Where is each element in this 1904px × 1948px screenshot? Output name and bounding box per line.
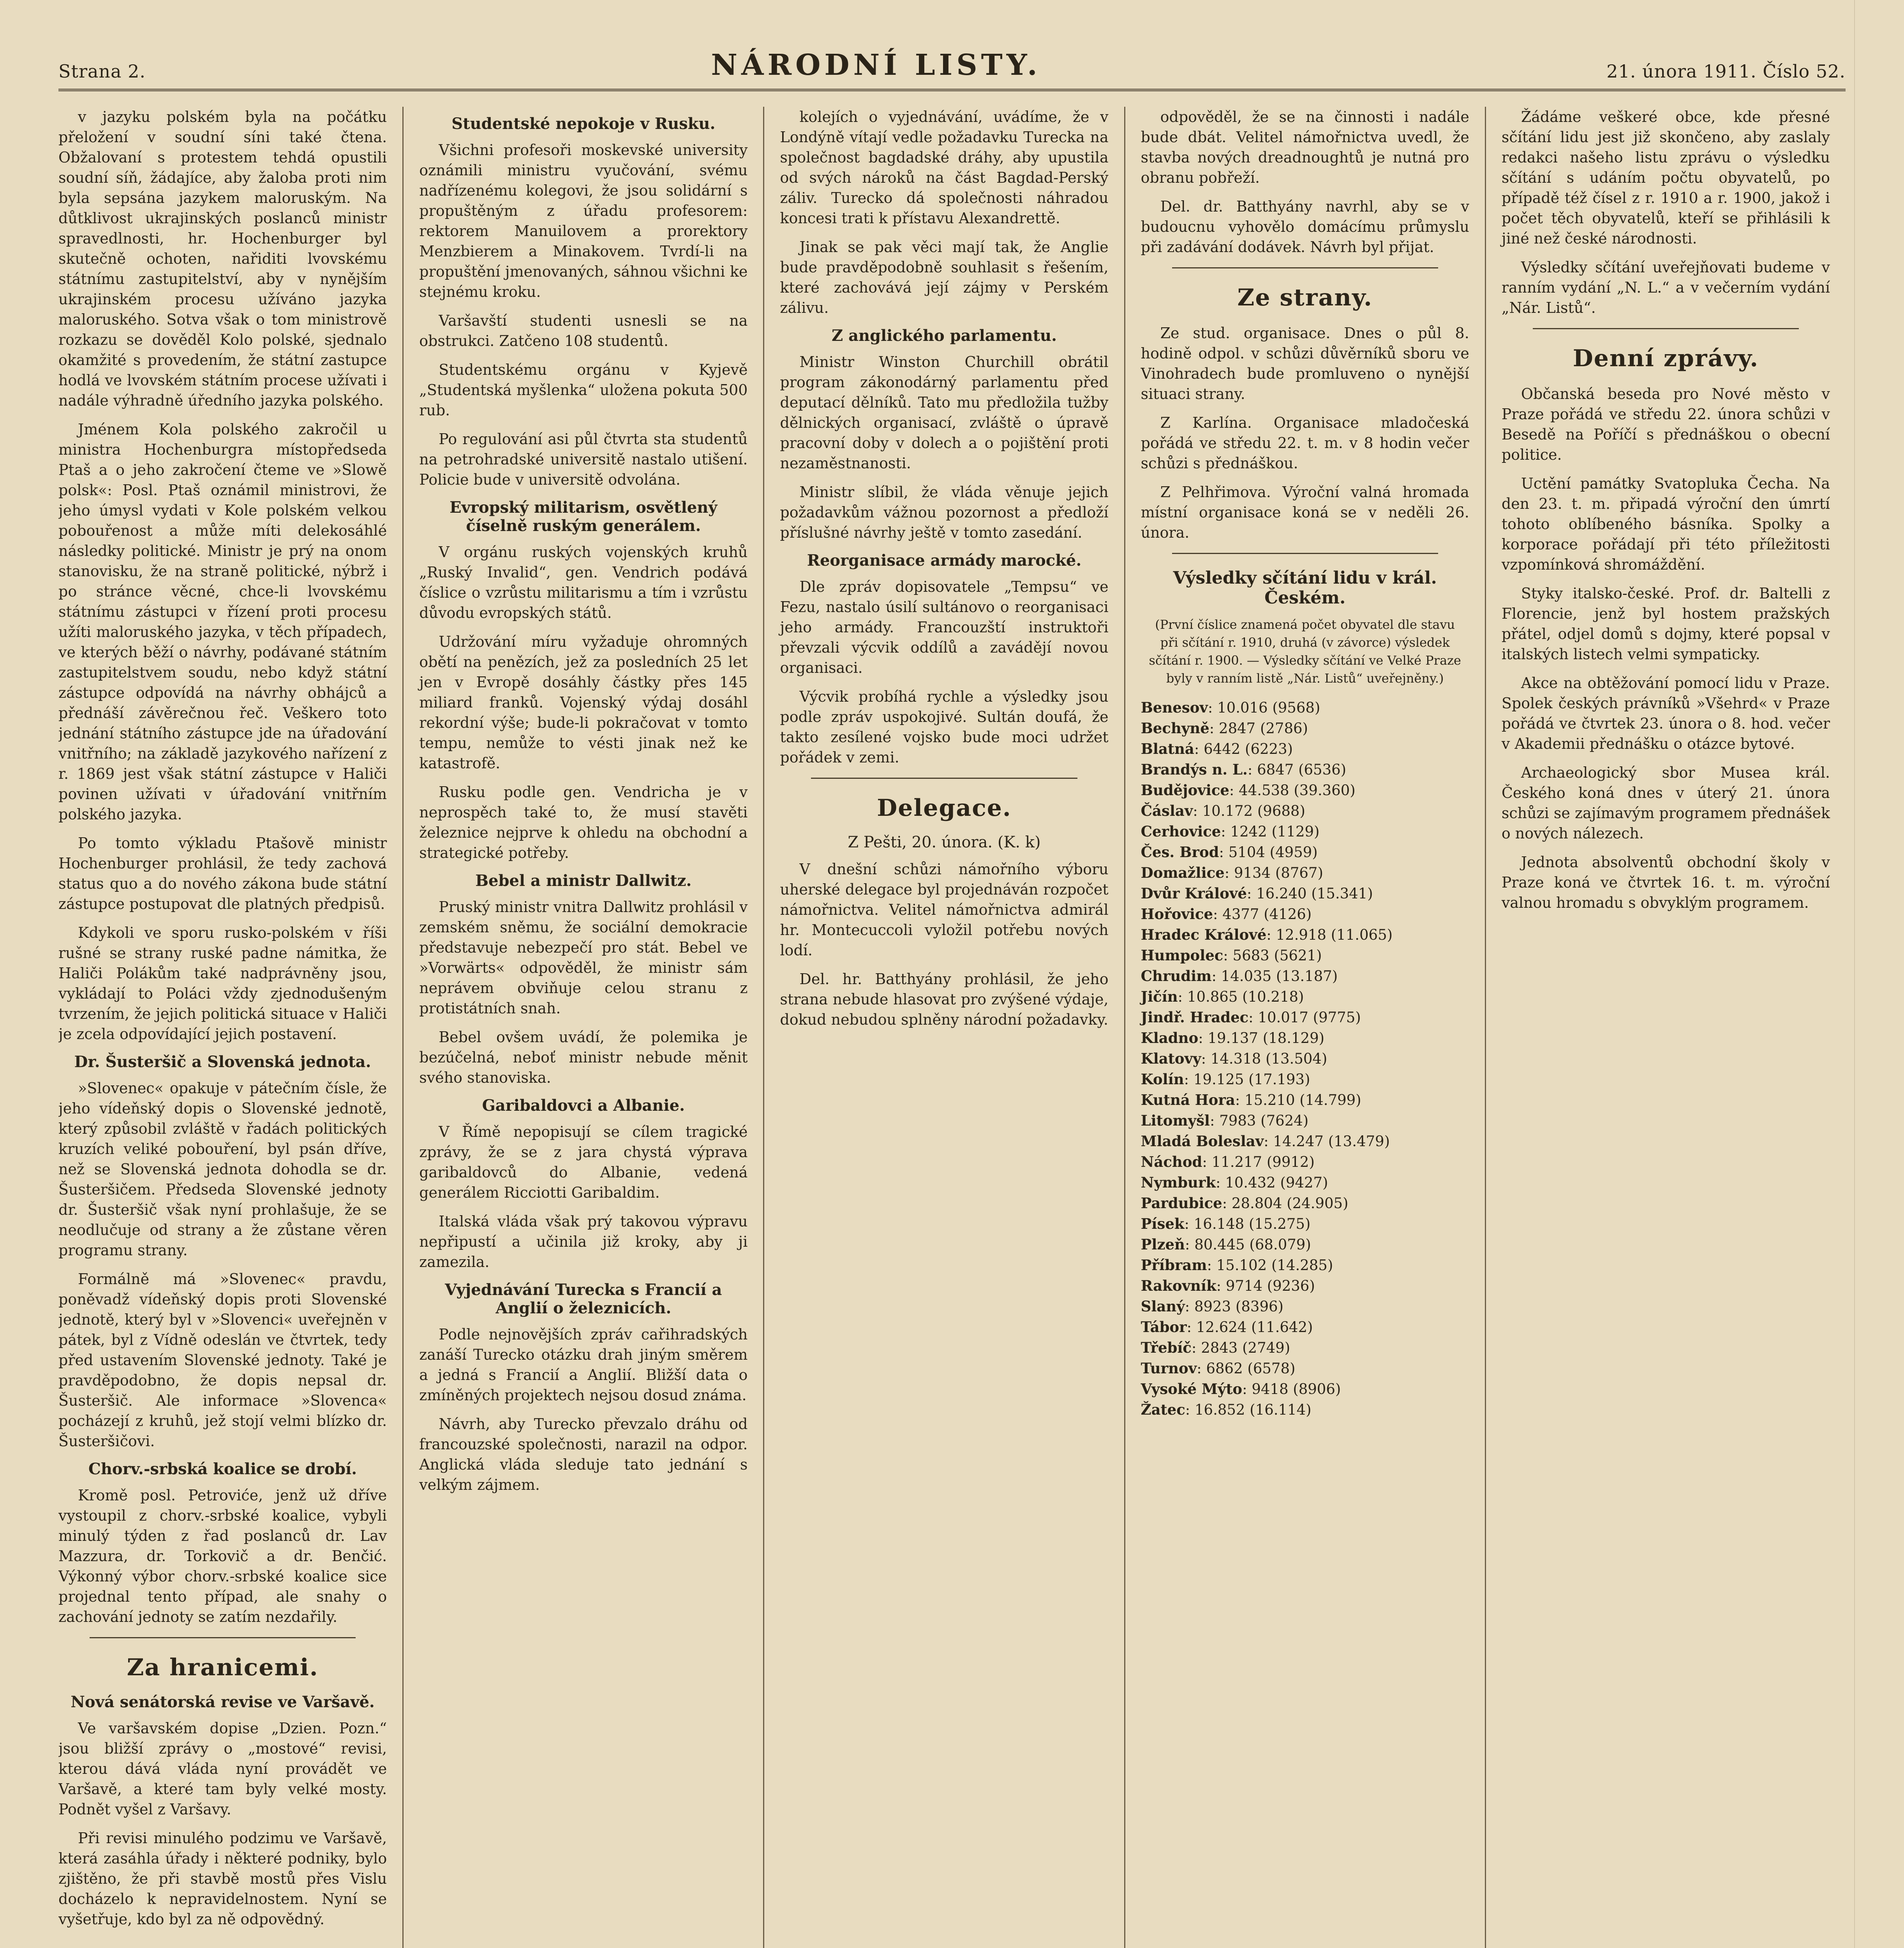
page-number: Strana 2. [58, 61, 146, 82]
paragraph: Archaeologický sbor Musea král. Českého koná dnes v úterý 21. února schůzi se zajímavým programem přednášek o nových nálezech. [1501, 764, 1830, 842]
census-place: Dvůr Králové [1141, 885, 1247, 902]
census-place: Turnov [1141, 1360, 1197, 1377]
census-place: Hořovice [1141, 905, 1213, 923]
census-value: 10.017 (9775) [1258, 1009, 1361, 1026]
census-place: Čáslav [1141, 802, 1193, 819]
divider [1172, 553, 1438, 554]
census-row: Hořovice: 4377 (4126) [1141, 905, 1312, 923]
census-value: 6847 (6536) [1257, 761, 1347, 778]
paragraph: Všichni profesoři moskevské university oznámili ministru vyučování, svému nadřízenému kolegovi, že jsou solidární s propuštěným z úřadu profesorem: rektorem Manuilovem a prorektory Menzbierem a Minakovem. Tvrdí-li na propuštění jmenovaných, sáhnou všichni ke stejnému kroku. [419, 141, 748, 300]
columns [58, 107, 1846, 1948]
census-row: Náchod: 11.217 (9912) [1141, 1153, 1315, 1170]
census-value: 11.217 (9912) [1211, 1154, 1315, 1170]
article-heading: Reorganisace armády marocké. [807, 551, 1082, 570]
divider [1172, 267, 1438, 268]
section-heading: Výsledky sčítání lidu v král. Českém. [1173, 568, 1437, 608]
census-row: Tábor: 12.624 (11.642) [1141, 1318, 1313, 1336]
census-row: Klatovy: 14.318 (13.504) [1141, 1050, 1328, 1067]
census-place: Vysoké Mýto [1141, 1380, 1243, 1397]
census-place: Písek [1141, 1215, 1185, 1232]
article-heading: Dr. Šusteršič a Slovenská jednota. [74, 1053, 371, 1071]
paragraph: Jménem Kola polského zakročil u ministra Hochenburgra místopředseda Ptaš a o jeho zakročení čteme ve »Slowě polsk«: Posl. Ptaš oznámil ministrovi, že jeho úmysl vydati v Kole polském velkou pobouřenost a může míti delekosáhlé následky politické. Ministr je prý na onom stanovisku, že na straně politické, nýbrž i po stránce věcné, chce-li lvovskému státnímu zástupci v řízení proti procesu užíti maloruského jazyka, v těch případech, ve kterých běží o návrhy, podávané státním zastupitelstvem soudu, nebo když státní zástupce odpovídá na návrhy obhájců a přednáší závěrečnou řeč. Veškero toto jednání státního zástupce jde na úřadování vnitřního; na základě jazykového nařízení z r. 1869 jest však státní zástupce v Haliči povinen užívati v úřadování vnitřním polského jazyka. [58, 421, 387, 823]
census-value: 1242 (1129) [1230, 823, 1320, 840]
issue-date: 21. února 1911. Číslo 52. [1606, 61, 1846, 82]
census-row: Domažlice: 9134 (8767) [1141, 864, 1323, 881]
census-value: 15.102 (14.285) [1216, 1257, 1333, 1274]
census-value: 8923 (8396) [1194, 1298, 1283, 1315]
paragraph: Udržování míru vyžaduje ohromných obětí na penězích, jež za posledních 25 let jen v Evropě dosáhly částky přes 145 miliard franků. Vojenský výdaj dosáhl rekordní výše; bude-li pokračovat v tomto tempu, nemůže to vésti jinak než ke katastrofě. [419, 633, 748, 772]
census-value: 14.247 (13.479) [1273, 1133, 1390, 1150]
paragraph: Kdykoli ve sporu rusko-polském v říši rušné se strany ruské padne námitka, že Haliči Polákům také nadprávněny jsou, vykládají to Poláci vždy zjednodušeným tvrzením, že jejich politická situace v Haliči je zcela odpovídající jejich postavení. [58, 924, 387, 1043]
census-place: Humpolec [1141, 947, 1223, 964]
paragraph: Po regulování asi půl čtvrta sta studentů na petrohradské universitě nastalo utišení. Policie bude v universitě odvolána. [419, 431, 748, 488]
census-row: Třebíč: 2843 (2749) [1141, 1339, 1290, 1356]
article-heading: Evropský militarism, osvětlený číselně ruským generálem. [450, 498, 718, 535]
census-row: Písek: 16.148 (15.275) [1141, 1215, 1311, 1232]
column-3 [764, 107, 1125, 1948]
census-place: Čes. Brod [1141, 843, 1219, 861]
article-heading: Garibaldovci a Albanie. [482, 1096, 685, 1115]
census-place: Nymburk [1141, 1174, 1216, 1191]
census-row: Čes. Brod: 5104 (4959) [1141, 843, 1318, 861]
paragraph: Rusku podle gen. Vendricha je v neprospěch také to, že musí stavěti železnice nejprve k ohledu na obchodní a strategické potřeby. [419, 783, 748, 861]
census-place: Chrudim [1141, 967, 1212, 985]
census-value: 10.016 (9568) [1217, 699, 1320, 716]
census-row: Rakovník: 9714 (9236) [1141, 1277, 1315, 1294]
census-place: Budějovice [1141, 782, 1229, 799]
paragraph: Del. dr. Batthyány navrhl, aby se v budoucnu vyhovělo domácímu průmyslu při zadávání dodávek. Návrh byl přijat. [1141, 198, 1469, 256]
paragraph: Italská vláda však prý takovou výpravu nepřipustí a učinila již kroky, aby ji zamezila. [419, 1213, 748, 1270]
census-row: Bechyně: 2847 (2786) [1141, 720, 1308, 737]
paragraph: Výsledky sčítání uveřejňovati budeme v ranním vydání „N. L.“ a v večerním vydání „Nár. Listů“. [1501, 259, 1830, 316]
census-place: Plzeň [1141, 1236, 1185, 1253]
census-place: Třebíč [1141, 1339, 1192, 1356]
article-heading: Chorv.-srbská koalice se drobí. [88, 1460, 357, 1478]
census-row: Kutná Hora: 15.210 (14.799) [1141, 1091, 1361, 1108]
census-place: Kolín [1141, 1071, 1184, 1088]
census-place: Náchod [1141, 1153, 1202, 1170]
census-value: 19.137 (18.129) [1208, 1030, 1325, 1046]
paragraph: Kromě posl. Petroviće, jenž už dříve vystoupil z chorv.-srbské koalice, vybyli minulý týden z řad poslanců dr. Lav Mazzura, dr. Torkovič a dr. Benčić. Výkonný výbor chorv.-srbské koalice sice projednal tento případ, ale snahy o zachování jednoty se zatím nezdařily. [58, 1487, 387, 1625]
paragraph: Akce na obtěžování pomocí lidu v Praze. Spolek českých právníků »Všehrd« v Praze pořádá ve čtvrtek 23. února o 8. hod. večer v Akademii přednášku o otázce bytové. [1501, 674, 1830, 752]
census-list [1141, 697, 1469, 1420]
census-row: Budějovice: 44.538 (39.360) [1141, 782, 1356, 799]
dateline: Z Pešti, 20. února. (K. k) [848, 833, 1041, 851]
census-value: 7983 (7624) [1219, 1112, 1309, 1129]
paragraph: Styky italsko-české. Prof. dr. Baltelli z Florencie, jenž byl hostem pražských přátel, odjel domů s dojmy, které popsal v italských listech velmi sympaticky. [1501, 585, 1830, 663]
column-1 [58, 107, 404, 1948]
census-place: Kladno [1141, 1029, 1199, 1046]
article-heading: Bebel a ministr Dallwitz. [475, 872, 692, 890]
article-heading: Nová senátorská revise ve Varšavě. [71, 1693, 375, 1711]
paragraph: Podle nejnovějších zpráv cařihradských zanáší Turecko otázku drah jiným směrem a jedná s Francií a Anglií. Bližší data o zmíněných projektech nejsou dosud známa. [419, 1326, 748, 1404]
paragraph: Bebel ovšem uvádí, že polemika je bezúčelná, neboť ministr nebude měnit svého stanoviska. [419, 1029, 748, 1086]
census-value: 4377 (4126) [1222, 906, 1312, 923]
paragraph: Při revisi minulého podzimu ve Varšavě, která zasáhla úřady i některé podniky, bylo zjištěno, že při stavbě mostů přes Vislu docházelo k nepravidelnostem. Nyní se vyšetřuje, kdo byl za ně odpovědný. [58, 1830, 387, 1928]
section-heading: Delegace. [877, 794, 1012, 822]
census-value: 9134 (8767) [1234, 865, 1323, 881]
paragraph: Del. hr. Batthyány prohlásil, že jeho strana nebude hlasovat pro zvýšené výdaje, dokud nebudou splněny národní požadavky. [780, 970, 1109, 1028]
section-heading: Ze strany. [1237, 284, 1373, 311]
census-row: Brandýs n. L.: 6847 (6536) [1141, 761, 1347, 778]
census-value: 16.240 (15.341) [1256, 885, 1373, 902]
census-row: Chrudim: 14.035 (13.187) [1141, 967, 1338, 985]
census-place: Slaný [1141, 1298, 1185, 1315]
paragraph: odpověděl, že se na činnosti i nadále bude dbát. Velitel námořnictva uvedl, že stavba nových dreadnoughtů je nutná pro obranu pobřeží. [1141, 108, 1469, 186]
census-place: Rakovník [1141, 1277, 1216, 1294]
census-row: Čáslav: 10.172 (9688) [1141, 802, 1305, 819]
paragraph: Občanská beseda pro Nové město v Praze pořádá ve středu 22. února schůzi v Besedě na Poříčí s přednáškou o obecní politice. [1501, 385, 1830, 463]
census-place: Hradec Králové [1141, 926, 1267, 943]
census-value: 2847 (2786) [1219, 720, 1308, 737]
census-value: 16.148 (15.275) [1194, 1216, 1311, 1232]
census-value: 5683 (5621) [1232, 947, 1322, 964]
paragraph: v jazyku polském byla na počátku přeložení v soudní síni také čtena. Obžalovaní s protestem tehdá opustili soudní síň, žádajíce, aby žaloba proti nim byla sepsána jazykem maloruským. Na důtklivost ukrajinských poslanců ministr spravedlnosti, hr. Hochenburger byl skutečně ochoten, nařiditi lvovskému státnímu zastupitelství, aby v nynějším ukrajinském procesu užíváno jazyka maloruského. Sotva však o tom ministrově rozkazu se dověděl Kolo polské, sjednalo okamžité s provedením, že státní zastupce hodlá ve lvovském státním procese užívati i nadále výhradně úředního jazyka polského. [58, 108, 387, 409]
paragraph: Z Pelhřimova. Výroční valná hromada místní organisace koná se v neděli 26. února. [1141, 483, 1469, 541]
census-row: Litomyšl: 7983 (7624) [1141, 1112, 1309, 1129]
column-5 [1486, 107, 1846, 1948]
paragraph: Dle zpráv dopisovatele „Tempsu“ ve Fezu, nastalo úsilí sultánovo o reorganisaci jeho armády. Francouzští instruktoři převzali výcvik oddílů a zavádějí novou organisaci. [780, 578, 1109, 676]
census-row: Příbram: 15.102 (14.285) [1141, 1256, 1333, 1274]
paragraph: V orgánu ruských vojenských kruhů „Ruský Invalid“, gen. Vendrich podává číslice o vzrůstu militarismu a tím i vzrůstu důvodu evropských států. [419, 543, 748, 621]
paragraph: Uctění památky Svatopluka Čecha. Na den 23. t. m. připadá výroční den úmrtí tohoto oblíbeného básníka. Spolky a korporace pořádají při této příležitosti vzpomínková shromáždění. [1501, 475, 1830, 573]
census-value: 2843 (2749) [1201, 1339, 1290, 1356]
paragraph: Ze stud. organisace. Dnes o půl 8. hodině odpol. v schůzi důvěrníků sboru ve Vinohradech bude promluveno o nynější situaci strany. [1141, 325, 1469, 402]
census-place: Pardubice [1141, 1195, 1222, 1212]
census-row: Nymburk: 10.432 (9427) [1141, 1174, 1328, 1191]
census-value: 16.852 (16.114) [1195, 1401, 1312, 1418]
divider [811, 778, 1077, 779]
census-place: Příbram [1141, 1256, 1207, 1274]
paragraph: Pruský ministr vnitra Dallwitz prohlásil v zemském sněmu, že sociální demokracie představuje nebezpečí pro stát. Bebel ve »Vorwärts« odpověděl, že ministr sám neprávem obviňuje celou stranu z protistátních snah. [419, 898, 748, 1017]
column-2 [404, 107, 764, 1948]
census-row: Benesov: 10.016 (9568) [1141, 699, 1320, 716]
paragraph: V dnešní schůzi námořního výboru uherské delegace byl projednáván rozpočet námořnictva. Velitel námořnictva admirál hr. Montecuccoli vyložil potřebu nových lodí. [780, 861, 1109, 959]
column-4 [1125, 107, 1486, 1948]
article-heading: Vyjednávání Turecka s Francií a Anglií o železnicích. [445, 1281, 722, 1317]
census-row: Pardubice: 28.804 (24.905) [1141, 1195, 1349, 1212]
census-place: Jindř. Hradec [1141, 1009, 1249, 1026]
section-heading: Za hranicemi. [127, 1654, 319, 1681]
census-place: Benesov [1141, 699, 1208, 716]
paragraph: kolejích o vyjednávání, uvádíme, že v Londýně vítají vedle požadavku Turecka na společnost bagdadské dráhy, aby upustila od svých nároků na část Bagdad-Perský záliv. Turecko dá společnosti náhradou koncesi trati k přístavu Alexandrettě. [780, 108, 1109, 227]
census-value: 12.918 (11.065) [1276, 926, 1393, 943]
census-value: 6442 (6223) [1204, 741, 1293, 757]
divider [90, 1637, 356, 1638]
census-value: 10.865 (10.218) [1187, 988, 1304, 1005]
newspaper-title: NÁRODNÍ LISTY. [711, 48, 1041, 82]
census-place: Litomyšl [1141, 1112, 1210, 1129]
census-row: Kladno: 19.137 (18.129) [1141, 1029, 1325, 1046]
census-value: 14.318 (13.504) [1210, 1050, 1328, 1067]
paragraph: Po tomto výkladu Ptašově ministr Hochenburger prohlásil, že tedy zachová status quo a do nového zákona bude státní zástupce postupovat dle platných předpisů. [58, 835, 387, 912]
paragraph: Jednota absolventů obchodní školy v Praze koná ve čtvrtek 16. t. m. výroční valnou hromadu s obvyklým programem. [1501, 854, 1830, 911]
paragraph: V Římě nepopisují se cílem tragické zprávy, že se z jara chystá výprava garibaldovců do Albanie, vedená generálem Ricciotti Garibaldim. [419, 1123, 748, 1201]
paragraph: Návrh, aby Turecko převzalo dráhu od francouzské společnosti, narazil na odpor. Anglická vláda sleduje tato jednání s velkým zájmem. [419, 1415, 748, 1493]
census-row: Turnov: 6862 (6578) [1141, 1360, 1296, 1377]
paragraph: Žádáme veškeré obce, kde přesné sčítání lidu jest již skončeno, aby zaslaly redakci našeho listu zprávu o výsledku sčítání s udáním počtu obyvatelů, po případě též čísel z r. 1910 a r. 1900, jakož i počet těch obyvatelů, kteří se přihlásili k jiné než české národnosti. [1501, 108, 1830, 247]
census-value: 14.035 (13.187) [1221, 968, 1338, 985]
paragraph: Varšavští studenti usnesli se na obstrukci. Zatčeno 108 studentů. [419, 312, 748, 349]
census-note: (První číslice znamená počet obyvatel dle stavu při sčítání r. 1910, druhá (v závorce) výsledek sčítání r. 1900. — Výsledky sčítání ve Velké Praze byly v ranním listě „Nár. Listů“ uveřejněny.) [1149, 617, 1461, 686]
page-fold [1854, 0, 1855, 1948]
census-row: Jičín: 10.865 (10.218) [1141, 988, 1304, 1005]
census-value: 12.624 (11.642) [1196, 1319, 1313, 1336]
census-row: Dvůr Králové: 16.240 (15.341) [1141, 885, 1373, 902]
census-value: 80.445 (68.079) [1194, 1236, 1311, 1253]
census-row: Kolín: 19.125 (17.193) [1141, 1071, 1310, 1088]
census-value: 10.172 (9688) [1202, 803, 1305, 819]
census-row: Vysoké Mýto: 9418 (8906) [1141, 1380, 1341, 1397]
paragraph: Výcvik probíhá rychle a výsledky jsou podle zpráv uspokojivé. Sultán doufá, že takto zesílené vojsko bude moci udržet pořádek v zemi. [780, 688, 1109, 766]
census-value: 19.125 (17.193) [1193, 1071, 1310, 1088]
census-place: Kutná Hora [1141, 1091, 1235, 1108]
census-value: 9418 (8906) [1252, 1381, 1341, 1397]
census-value: 15.210 (14.799) [1245, 1092, 1361, 1108]
census-place: Mladá Boleslav [1141, 1133, 1264, 1150]
census-row: Slaný: 8923 (8396) [1141, 1298, 1283, 1315]
paragraph: Ve varšavském dopise „Dzien. Pozn.“ jsou bližší zprávy o „mostové“ revisi, kterou dává vláda nyní provádět ve Varšavě, a které tam byly velké mosty. Podnět vyšel z Varšavy. [58, 1720, 387, 1818]
census-place: Žatec [1141, 1401, 1185, 1418]
paragraph: Jinak se pak věci mají tak, že Anglie bude pravděpodobně souhlasit s řešením, které zachovává její zájmy v Perském zálivu. [780, 238, 1109, 316]
census-place: Tábor [1141, 1318, 1187, 1336]
census-value: 5104 (4959) [1228, 844, 1318, 861]
masthead [58, 48, 1846, 91]
census-row: Mladá Boleslav: 14.247 (13.479) [1141, 1133, 1390, 1150]
paragraph: Z Karlína. Organisace mladočeská pořádá ve středu 22. t. m. v 8 hodin večer schůzi s přednáškou. [1141, 414, 1469, 472]
article-heading: Studentské nepokoje v Rusku. [451, 115, 716, 133]
paragraph: Formálně má »Slovenec« pravdu, poněvadž vídeňský dopis proti Slovenské jednotě, který byl v »Slovenci« uveřejněn v pátek, byl z Vídně odeslán ve čtvrtek, tedy před ustavením Slovenské jednoty. Také je pravděpodobno, že dopis nepsal dr. Šusteršič. Ale informace »Slovenca« pocházejí z kruhů, jež stojí velmi blízko dr. Šusteršičovi. [58, 1270, 387, 1450]
census-place: Brandýs n. L. [1141, 761, 1248, 778]
census-place: Cerhovice [1141, 823, 1221, 840]
census-row: Plzeň: 80.445 (68.079) [1141, 1236, 1311, 1253]
census-place: Jičín [1141, 988, 1178, 1005]
article-heading: Z anglického parlamentu. [831, 326, 1057, 345]
paragraph: Ministr slíbil, že vláda věnuje jejich požadavkům vážnou pozornost a předloží příslušné návrhy ještě v tomto zasedání. [780, 483, 1109, 541]
census-row: Jindř. Hradec: 10.017 (9775) [1141, 1009, 1361, 1026]
census-row: Humpolec: 5683 (5621) [1141, 947, 1322, 964]
paragraph: »Slovenec« opakuje v pátečním čísle, že jeho vídeňský dopis o Slovenské jednotě, který způsobil zvláště v řadách politických kruzích veliké pobouření, byl psán dříve, než se Slovenská jednota dohodla se dr. Šusteršičem. Předseda Slovenské jednoty dr. Šusteršič však nyní prohlašuje, že se neodlučuje od strany a že zůstane věren programu strany. [58, 1080, 387, 1259]
census-place: Blatná [1141, 740, 1194, 757]
paragraph: Ministr Winston Churchill obrátil program zákonodárný parlamentu před deputací dělníků. Tato mu předložila tužby dělnických organisací, zvláště o úpravě pracovní doby v dolech a o pojištění proti nezaměstnanosti. [780, 353, 1109, 472]
census-value: 44.538 (39.360) [1239, 782, 1356, 799]
census-place: Domažlice [1141, 864, 1225, 881]
census-value: 10.432 (9427) [1225, 1174, 1328, 1191]
census-place: Bechyně [1141, 720, 1209, 737]
census-value: 9714 (9236) [1225, 1277, 1315, 1294]
census-row: Žatec: 16.852 (16.114) [1141, 1401, 1312, 1418]
census-row: Cerhovice: 1242 (1129) [1141, 823, 1320, 840]
divider [1533, 328, 1799, 329]
paragraph: Studentskému orgánu v Kyjevě „Studentská myšlenka“ uložena pokuta 500 rub. [419, 361, 748, 419]
section-heading: Denní zprávy. [1573, 345, 1759, 372]
census-place: Klatovy [1141, 1050, 1201, 1067]
census-value: 6862 (6578) [1206, 1360, 1296, 1377]
census-value: 28.804 (24.905) [1231, 1195, 1349, 1212]
census-row: Hradec Králové: 12.918 (11.065) [1141, 926, 1393, 943]
census-row: Blatná: 6442 (6223) [1141, 740, 1293, 757]
